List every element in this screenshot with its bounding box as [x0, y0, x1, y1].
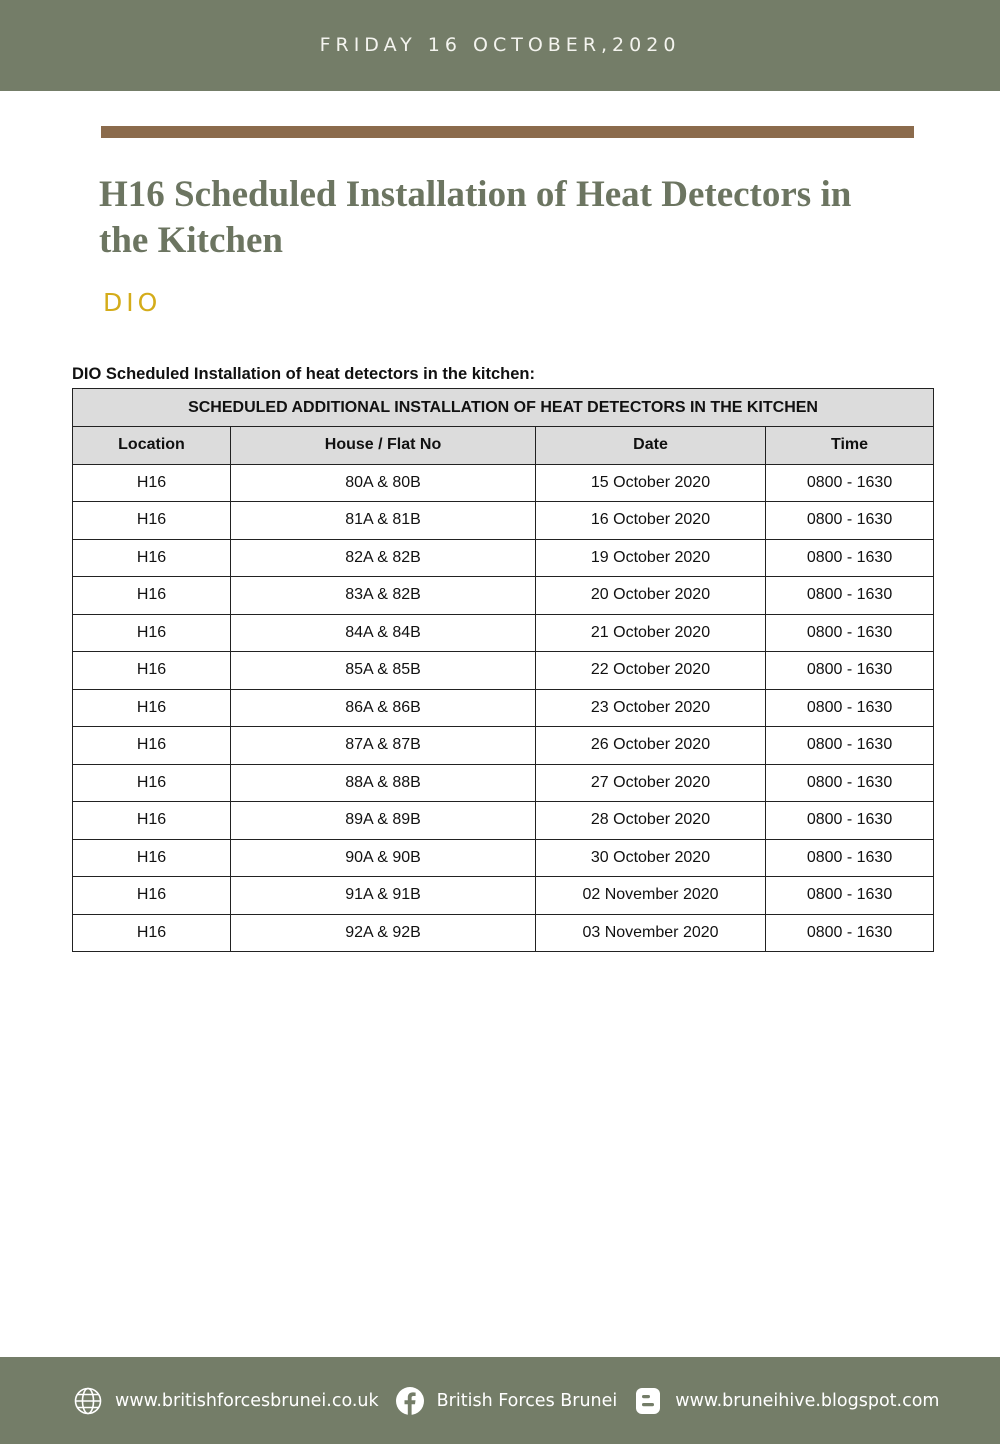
cell-date: 19 October 2020	[536, 539, 766, 577]
cell-location: H16	[73, 539, 231, 577]
footer-blog-text: www.bruneihive.blogspot.com	[675, 1390, 940, 1411]
cell-location: H16	[73, 914, 231, 952]
table-row	[73, 802, 934, 840]
cell-date: 21 October 2020	[536, 614, 766, 652]
cell-house-flat-no: 82A & 82B	[231, 539, 536, 577]
table-row	[73, 652, 934, 690]
header-band	[0, 0, 1000, 91]
table-body	[73, 464, 934, 952]
cell-time: 0800 - 1630	[766, 689, 934, 727]
footer-facebook[interactable]	[395, 1386, 618, 1416]
cell-location: H16	[73, 502, 231, 540]
article-title: H16 Scheduled Installation of Heat Detectors in the Kitchen	[99, 174, 852, 261]
cell-date: 16 October 2020	[536, 502, 766, 540]
cell-date: 03 November 2020	[536, 914, 766, 952]
cell-date: 30 October 2020	[536, 839, 766, 877]
cell-date: 28 October 2020	[536, 802, 766, 840]
cell-location: H16	[73, 802, 231, 840]
column-header-date: Date	[536, 427, 766, 465]
cell-time: 0800 - 1630	[766, 764, 934, 802]
footer-band	[0, 1357, 1000, 1444]
cell-house-flat-no: 80A & 80B	[231, 464, 536, 502]
cell-house-flat-no: 90A & 90B	[231, 839, 536, 877]
cell-date: 26 October 2020	[536, 727, 766, 765]
cell-house-flat-no: 88A & 88B	[231, 764, 536, 802]
cell-house-flat-no: 81A & 81B	[231, 502, 536, 540]
cell-house-flat-no: 92A & 92B	[231, 914, 536, 952]
table-row	[73, 502, 934, 540]
cell-location: H16	[73, 577, 231, 615]
table-row	[73, 877, 934, 915]
blogger-icon	[633, 1386, 663, 1416]
facebook-icon	[395, 1386, 425, 1416]
cell-location: H16	[73, 877, 231, 915]
cell-location: H16	[73, 652, 231, 690]
cell-time: 0800 - 1630	[766, 539, 934, 577]
cell-house-flat-no: 83A & 82B	[231, 577, 536, 615]
table-intro: DIO Scheduled Installation of heat detectors in the kitchen:	[72, 365, 535, 383]
cell-time: 0800 - 1630	[766, 614, 934, 652]
table-row	[73, 539, 934, 577]
cell-house-flat-no: 85A & 85B	[231, 652, 536, 690]
footer-website-text: www.britishforcesbrunei.co.uk	[115, 1390, 379, 1411]
cell-house-flat-no: 91A & 91B	[231, 877, 536, 915]
cell-house-flat-no: 87A & 87B	[231, 727, 536, 765]
cell-location: H16	[73, 727, 231, 765]
footer-blog[interactable]	[633, 1386, 939, 1416]
cell-date: 27 October 2020	[536, 764, 766, 802]
cell-time: 0800 - 1630	[766, 802, 934, 840]
article-author: DIO	[103, 288, 162, 317]
table-row	[73, 727, 934, 765]
globe-icon	[73, 1386, 103, 1416]
cell-date: 22 October 2020	[536, 652, 766, 690]
cell-date: 23 October 2020	[536, 689, 766, 727]
cell-time: 0800 - 1630	[766, 464, 934, 502]
cell-location: H16	[73, 614, 231, 652]
cell-house-flat-no: 89A & 89B	[231, 802, 536, 840]
cell-time: 0800 - 1630	[766, 502, 934, 540]
cell-house-flat-no: 86A & 86B	[231, 689, 536, 727]
cell-time: 0800 - 1630	[766, 877, 934, 915]
cell-time: 0800 - 1630	[766, 914, 934, 952]
table-header-row	[73, 427, 934, 465]
table-row	[73, 914, 934, 952]
cell-location: H16	[73, 839, 231, 877]
cell-date: 20 October 2020	[536, 577, 766, 615]
issue-date: FRIDAY 16 OCTOBER,2020	[319, 33, 681, 56]
footer-facebook-text: British Forces Brunei	[436, 1390, 618, 1411]
cell-location: H16	[73, 764, 231, 802]
cell-location: H16	[73, 689, 231, 727]
cell-location: H16	[73, 464, 231, 502]
accent-divider	[101, 126, 914, 138]
cell-date: 15 October 2020	[536, 464, 766, 502]
table-row	[73, 614, 934, 652]
footer-website[interactable]	[73, 1386, 379, 1416]
column-header-location: Location	[73, 427, 231, 465]
cell-house-flat-no: 84A & 84B	[231, 614, 536, 652]
table-row	[73, 764, 934, 802]
table-caption-row	[73, 389, 934, 427]
cell-time: 0800 - 1630	[766, 727, 934, 765]
column-header-house: House / Flat No	[231, 427, 536, 465]
table-row	[73, 839, 934, 877]
cell-time: 0800 - 1630	[766, 577, 934, 615]
column-header-time: Time	[766, 427, 934, 465]
table-row	[73, 689, 934, 727]
table-row	[73, 577, 934, 615]
schedule-table	[72, 388, 934, 952]
cell-time: 0800 - 1630	[766, 839, 934, 877]
cell-time: 0800 - 1630	[766, 652, 934, 690]
table-caption: SCHEDULED ADDITIONAL INSTALLATION OF HEAT DETECTORS IN THE KITCHEN	[73, 389, 934, 427]
cell-date: 02 November 2020	[536, 877, 766, 915]
table-row	[73, 464, 934, 502]
